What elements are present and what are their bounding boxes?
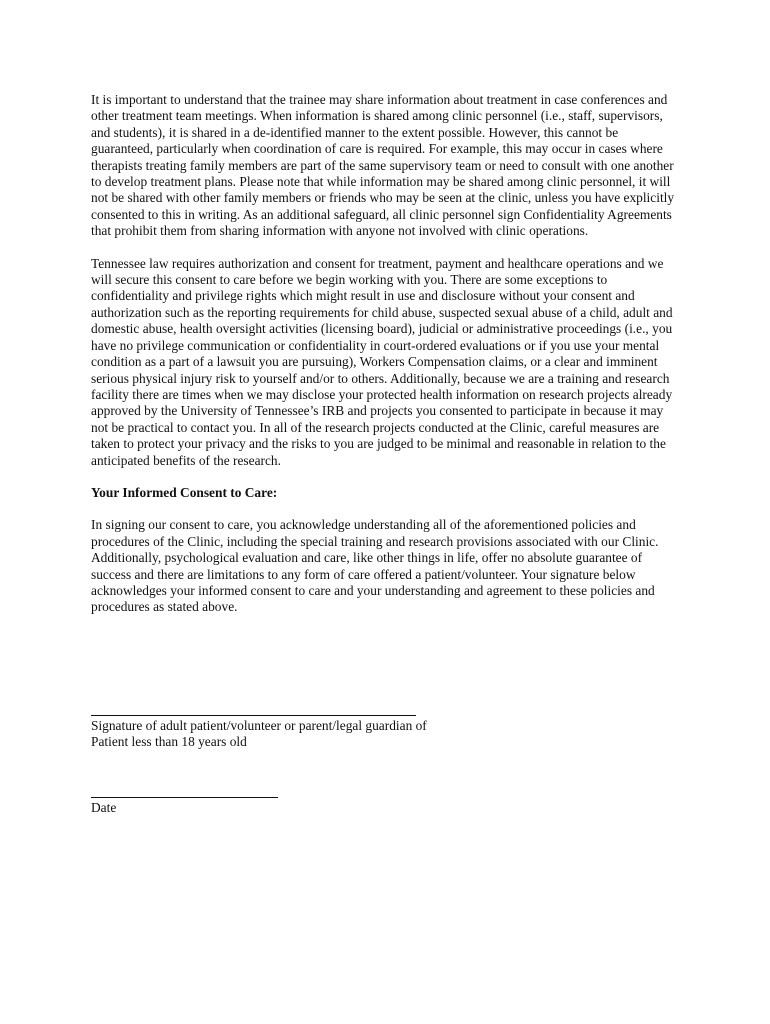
paragraph-confidentiality: It is important to understand that the trainee may share information about treatment in case conferences and other treatment team meetings. When information is shared among clinic personnel (i.e., staff, supervisors, and students), it is shared in a de-identified manner to the extent possible. However, this cannot be guaranteed, particularly when coordination of care is required. For example, this may occur in cases where therapists treating family members are part of the same supervisory team or need to consult with one another to develop treatment plans. Please note that while information may be shared among clinic personnel, it will not be shared with other family members or friends who may be seen at the clinic, unless you have explicitly consented to this in writing. As an additional safeguard, all clinic personnel sign Confidentiality Agreements that prohibit them from sharing information with anyone not involved with clinic operations. bbox=[91, 92, 675, 239]
date-block bbox=[91, 782, 278, 816]
date-caption: Date bbox=[91, 800, 117, 815]
signature-caption-line-1: Signature of adult patient/volunteer or parent/legal guardian of bbox=[91, 718, 427, 733]
paragraph-tennessee-law: Tennessee law requires authorization and consent for treatment, payment and healthcare operations and we will secure this consent to care before we begin working with you. There are some exceptions to confidentiality and privilege rights which might result in use and disclosure without your consent and authorization such as the reporting requirements for child abuse, suspected sexual abuse of a child, adult and domestic abuse, health oversight activities (licensing board), judicial or administrative proceedings (i.e., you have no privilege communication or confidentiality in court-ordered evaluations or if you use your mental condition as a part of a lawsuit you are pursuing), Workers Compensation claims, or a clear and imminent serious physical injury risk to yourself and/or to others. Additionally, because we are a training and research facility there are times when we may disclose your protected health information on research projects already approved by the University of Tennessee’s IRB and projects you consented to participate in because it may not be practical to contact you. In all of the research projects conducted at the Clinic, careful measures are taken to protect your privacy and the risks to you are judged to be minimal and reasonable in relation to the anticipated benefits of the research. bbox=[91, 255, 673, 468]
date-line[interactable] bbox=[91, 782, 278, 798]
signature-caption bbox=[91, 718, 511, 751]
section-heading: Your Informed Consent to Care: bbox=[91, 484, 278, 500]
signature-block bbox=[91, 700, 511, 751]
document-body bbox=[91, 92, 683, 616]
signature-line[interactable] bbox=[91, 700, 416, 716]
signature-caption-line-2: Patient less than 18 years old bbox=[91, 734, 247, 750]
paragraph-informed-consent: In signing our consent to care, you acknowledge understanding all of the aforementioned policies and procedures of the Clinic, including the special training and research provisions associated with our Clinic. Additionally, psychological evaluation and care, like other things in life, offer no absolute guarantee of success and there are limitations to any form of care offered a patient/volunteer. Your signature below acknowledges your informed consent to care and your understanding and agreement to these policies and procedures as stated above. bbox=[91, 517, 659, 615]
